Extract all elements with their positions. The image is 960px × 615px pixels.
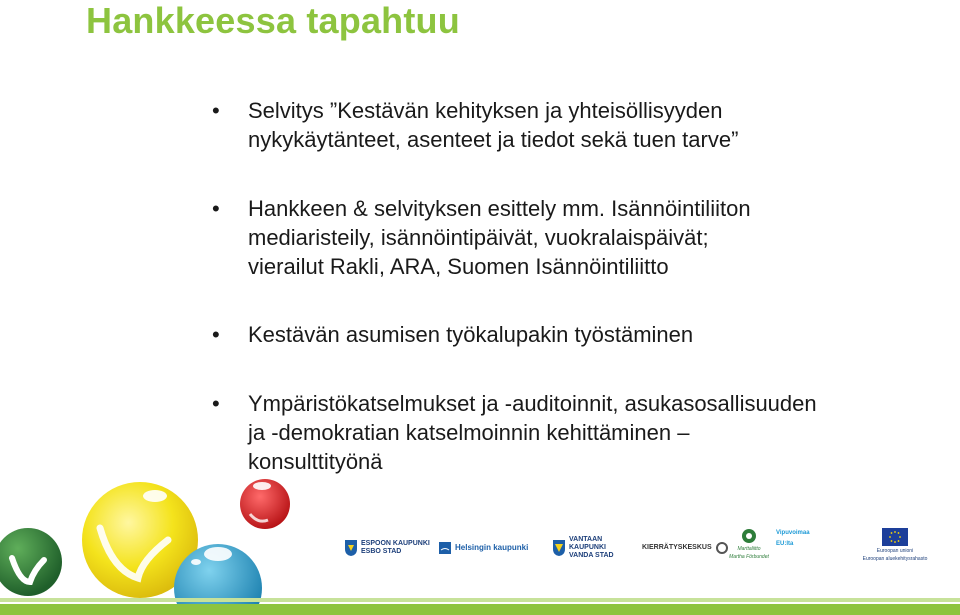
- logo-eu: [840, 528, 950, 568]
- bullet-dot: •: [212, 322, 220, 347]
- decorative-balls: [0, 470, 320, 615]
- logo-kierratyskeskus: [642, 528, 716, 568]
- logo-helsinki: [438, 528, 542, 568]
- eu-flag-icon: [882, 528, 908, 546]
- logo-text: ESPOON KAUPUNKI ESBO STAD: [361, 540, 430, 555]
- red-ball: [240, 479, 290, 529]
- slide-title: Hankkeessa tapahtuu: [86, 0, 460, 41]
- bullet-text: Kestävän asumisen työkalupakin työstäminen: [248, 322, 694, 347]
- logo-text: Helsingin kaupunki: [455, 543, 529, 552]
- coat-of-arms-icon: [438, 539, 452, 557]
- partner-logos: [340, 528, 960, 578]
- bullet-text: Ympäristökatselmukset ja -auditoinnit, asukasosallisuuden ja -demokratian katselmoinnin kehittäminen – konsulttityönä: [248, 391, 817, 474]
- logo-text: Vipuvoimaa EU:lta: [776, 530, 810, 547]
- green-ball: [0, 528, 62, 596]
- footer-accent-line: [0, 598, 960, 602]
- bullet-dot: •: [212, 98, 220, 123]
- logo-martat: [724, 528, 774, 568]
- logo-text: Marttaliitto Martha Förbundet: [729, 546, 769, 560]
- logo-vipuvoimaa: [776, 528, 840, 568]
- flower-icon: [740, 528, 758, 544]
- logo-espoo: [344, 528, 434, 568]
- logo-text: KIERRÄTYSKESKUS: [642, 544, 712, 551]
- coat-of-arms-icon: [552, 539, 566, 557]
- bullet-dot: •: [212, 196, 220, 221]
- footer-bar: [0, 604, 960, 615]
- logo-vantaa: [552, 528, 638, 568]
- bullet-dot: •: [212, 391, 220, 416]
- coat-of-arms-icon: [344, 539, 358, 557]
- bullet-text: Selvitys ”Kestävän kehityksen ja yhteisöllisyyden nykykäytänteet, asenteet ja tiedot sekä tuen tarve”: [248, 98, 739, 152]
- bullet-text: Hankkeen & selvityksen esittely mm. Isännöintiliiton mediaristeily, isännöintipäivät, vuokralaispäivät; vierailut Rakli, ARA, Suomen Isännöintiliitto: [248, 196, 751, 279]
- logo-text: Euroopan unioni Euroopan aluekehitysrahasto: [862, 548, 928, 562]
- logo-text: VANTAAN KAUPUNKI VANDA STAD: [569, 536, 614, 559]
